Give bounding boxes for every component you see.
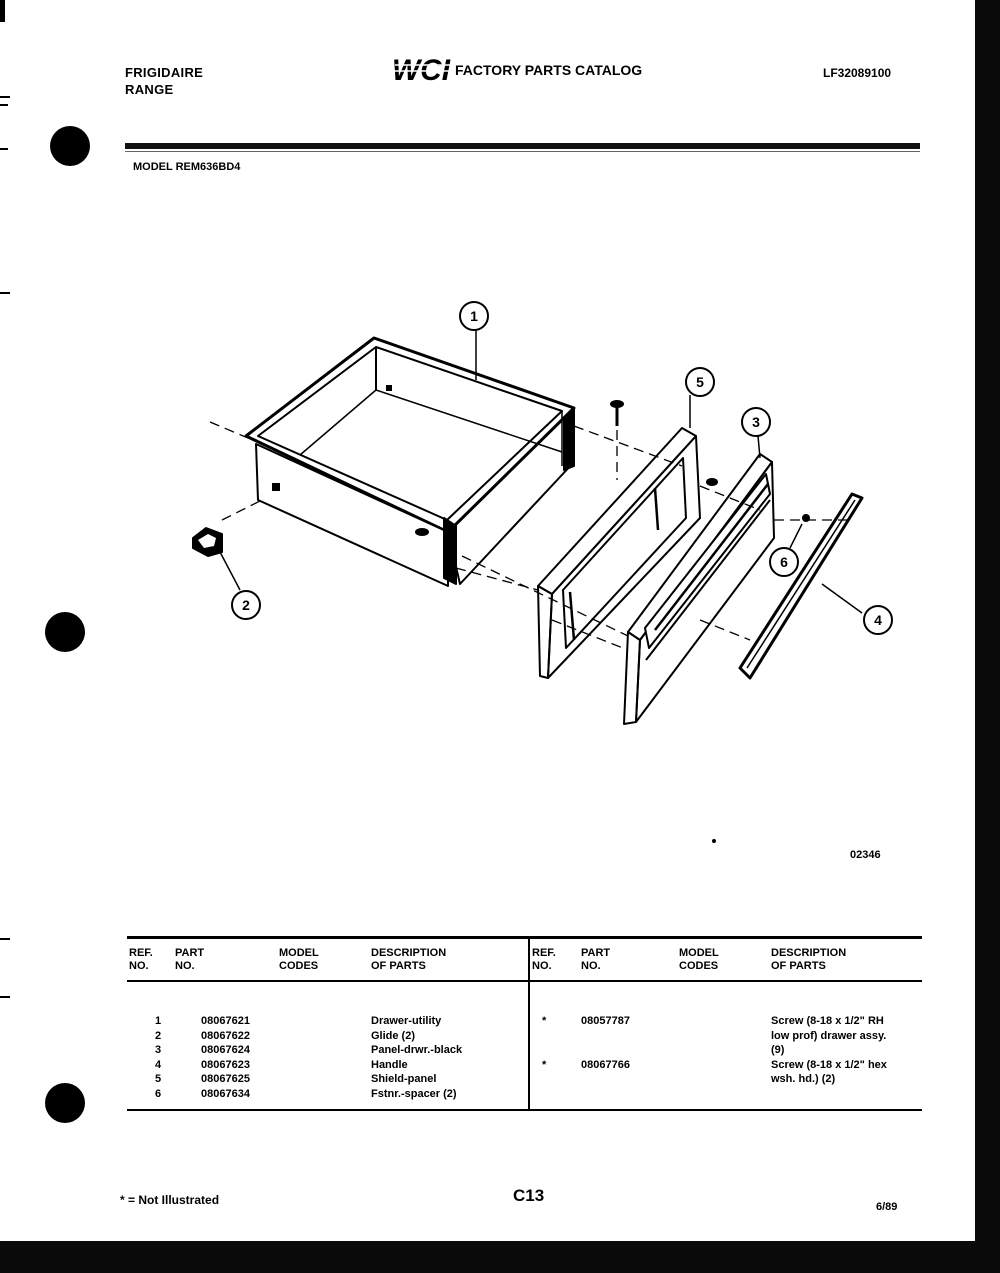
callout-2: [232, 591, 260, 619]
ref-column: 1 2 3 4 5 6: [155, 1015, 162, 1100]
header-ref-right: REF. NO.: [529, 938, 579, 982]
footnote: * = Not Illustrated: [120, 1193, 220, 1207]
callout-5: [686, 368, 714, 396]
handle-drawing: [740, 494, 862, 678]
scan-tick: [0, 148, 8, 150]
stray-mark: [712, 839, 716, 843]
description-column-right: Screw (8-18 x 1/2" RH low prof) drawer assy. (9) Screw (8-18 x 1/2" hex wsh. hd.) (2): [771, 1015, 887, 1085]
callout-label-2: 2: [242, 597, 250, 613]
model-label: MODEL REM636BD4: [133, 161, 241, 173]
date-code: 6/89: [876, 1201, 898, 1213]
binder-hole: [45, 612, 85, 652]
scan-edge-bottom: [0, 1241, 1000, 1273]
binder-hole: [50, 126, 90, 166]
header-description: DESCRIPTION OF PARTS: [371, 947, 447, 972]
scan-tick: [0, 96, 10, 98]
scan-tick: [0, 104, 8, 106]
table-body-row: [127, 981, 922, 1105]
callout-6: [770, 548, 798, 576]
table-header-row: [127, 938, 922, 982]
scan-tick: [0, 292, 10, 294]
part-number-column: 08067621 08067622 08067624 08067623 08067625 08067634: [201, 1015, 250, 1100]
header-rule: [125, 143, 920, 149]
scan-edge-right: [975, 0, 1000, 1273]
ref-column-right: * *: [529, 981, 579, 1105]
catalog-title: FACTORY PARTS CATALOG: [455, 62, 643, 78]
callout-3: [742, 408, 770, 436]
model-codes-column-right: [677, 981, 769, 1105]
header-part-right: PART NO.: [581, 947, 611, 972]
drawer-utility-drawing: [246, 338, 574, 586]
callout-label-3: 3: [752, 414, 760, 430]
callout-label-1: 1: [470, 308, 478, 324]
description-column: Drawer-utility Glide (2) Panel-drwr.-black Handle Shield-panel Fstnr.-spacer (2): [371, 1015, 463, 1100]
header-model: MODEL CODES: [279, 947, 319, 972]
callout-1: [460, 302, 488, 330]
svg-text:WCI: WCI: [392, 54, 451, 86]
header-description-right: DESCRIPTION OF PARTS: [771, 947, 847, 972]
parts-table: [127, 936, 922, 1111]
header-rule-thin: [125, 151, 920, 152]
table-bottom-rule: [127, 1105, 922, 1110]
header-ref: REF. NO.: [129, 947, 153, 972]
glide-drawing: [193, 528, 222, 556]
page-number: C13: [513, 1186, 545, 1205]
callout-4: [864, 606, 892, 634]
model-codes-column: [277, 981, 369, 1105]
brand-label: [125, 64, 203, 98]
exploded-parts-diagram: [190, 290, 920, 740]
header-part: PART NO.: [175, 947, 205, 972]
screw-drawing: [610, 400, 624, 426]
binder-hole: [45, 1083, 85, 1123]
callout-label-4: 4: [874, 612, 882, 628]
wci-logo: [392, 52, 454, 86]
header-model-right: MODEL CODES: [679, 947, 719, 972]
scan-corner-mark: [0, 0, 5, 22]
part-number-column-right: 08057787 08067766: [581, 1015, 630, 1071]
callout-label-6: 6: [780, 554, 788, 570]
catalog-number: LF32089100: [823, 66, 892, 80]
callout-label-5: 5: [696, 374, 704, 390]
brand-name: FRIGIDAIRE: [125, 65, 204, 80]
scan-tick: [0, 996, 10, 998]
figure-code: 02346: [850, 849, 881, 861]
scan-tick: [0, 938, 10, 940]
product-line: RANGE: [125, 82, 174, 97]
